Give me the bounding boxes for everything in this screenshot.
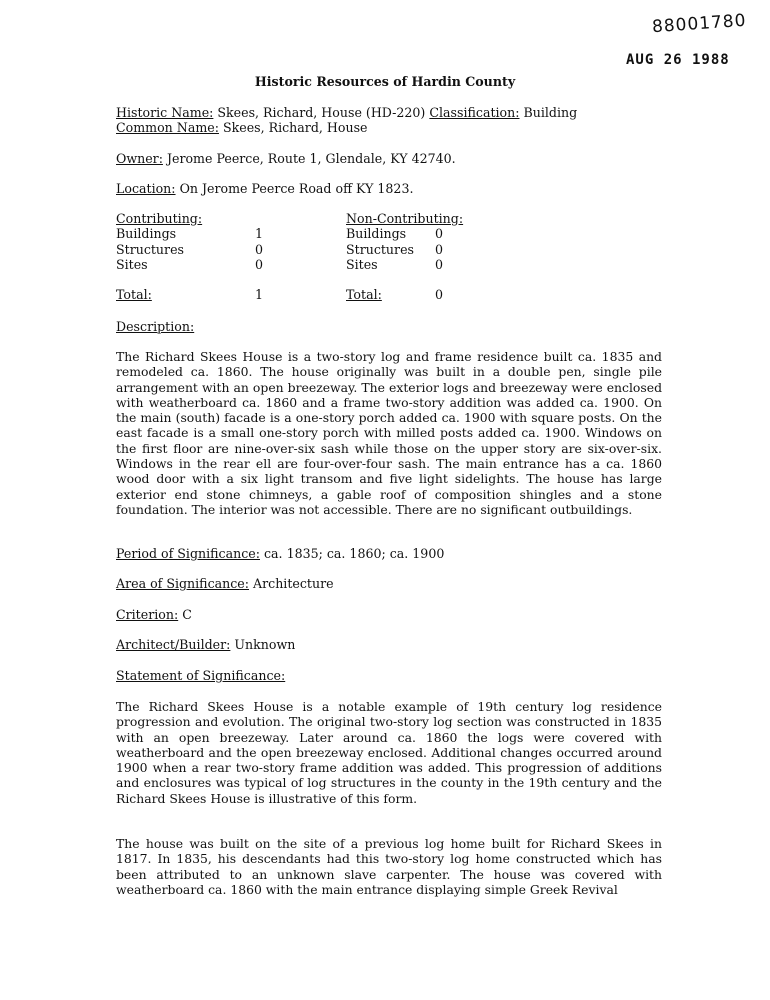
document-title: Historic Resources of Hardin County bbox=[254, 74, 516, 89]
contributing-table bbox=[116, 211, 202, 302]
area-value: Architecture bbox=[253, 576, 334, 591]
non-contributing-table bbox=[346, 211, 463, 302]
historic-name-label: Historic Name: bbox=[116, 105, 214, 120]
location-value: On Jerome Peerce Road off KY 1823. bbox=[179, 181, 414, 196]
location-label: Location: bbox=[116, 181, 176, 196]
statement-paragraph: The house was built on the site of a previous log home built for Richard Skees in 1817. In 1835, his descendants had this two-story log home constructed which has been attributed to an unknown slave carpenter. The house was covered with weatherboard ca. 1860 with the main entrance displaying simple Greek Revival bbox=[116, 836, 662, 897]
contributing-count: 1 bbox=[255, 226, 264, 242]
non-contributing-header: Non-Contributing: bbox=[346, 211, 464, 226]
common-name-value: Skees, Richard, House bbox=[222, 120, 368, 135]
statement-paragraph: The Richard Skees House is a notable example of 19th century log residence progression and evolution. The original two-story log section was constructed in 1835 with an open breezeway. Later around ca. 1860 the logs were covered with weatherboard and the open breezeway enclosed. Additional changes occurred around 1900 when a rear two-story frame addition was added. This progression of additions and enclosures was typical of log structures in the county in the 19th century and the Richard Skees House is illustrative of this form. bbox=[116, 699, 662, 806]
period-line bbox=[116, 546, 444, 561]
contributing-counts bbox=[255, 211, 263, 302]
classification-label: Classification: bbox=[429, 105, 520, 120]
area-label: Area of Significance: bbox=[116, 576, 250, 591]
contributing-total: 1 bbox=[255, 287, 264, 303]
contributing-label: Buildings bbox=[116, 226, 177, 242]
architect-label: Architect/Builder: bbox=[116, 637, 231, 652]
non-contributing-count: 0 bbox=[435, 256, 444, 272]
non-contributing-total: 0 bbox=[435, 287, 444, 303]
owner-label: Owner: bbox=[116, 151, 163, 166]
location-line bbox=[116, 181, 413, 196]
architect-value: Unknown bbox=[234, 637, 296, 652]
contributing-total-label: Total: bbox=[116, 287, 152, 303]
description-text: The Richard Skees House is a two-story log and frame residence built ca. 1835 and remodeled ca. 1860. The house originally was built in a double pen, single pile arrangement with an open breezeway. The exterior logs and breezeway were enclosed with weatherboard ca. 1860 and a frame two-story addition was added ca. 1900. On the main (south) facade is a one-story porch added ca. 1900 with square posts. On the east facade is a small one-story porch with milled posts added ca. 1900. Windows on the first floor are nine-over-six sash while those on the upper story are six-over-six. Windows in the rear ell are four-over-four sash. The main entrance has a ca. 1860 wood door with a six light transom and five light sidelights. The house has large exterior end stone chimneys, a gable roof of composition shingles and a stone foundation. The interior was not accessible. There are no significant outbuildings. bbox=[116, 349, 662, 517]
area-line bbox=[116, 576, 334, 591]
common-name-label: Common Name: bbox=[116, 120, 219, 135]
statement-label: Statement of Significance: bbox=[116, 668, 286, 683]
non-contributing-count: 0 bbox=[435, 241, 444, 257]
non-contributing-label: Buildings bbox=[346, 226, 407, 242]
period-label: Period of Significance: bbox=[116, 546, 260, 561]
historic-name-line bbox=[116, 105, 577, 120]
non-contributing-label: Structures bbox=[346, 241, 414, 257]
contributing-label: Sites bbox=[116, 256, 148, 272]
contributing-count: 0 bbox=[255, 256, 264, 272]
non-contributing-count: 0 bbox=[435, 226, 444, 242]
historic-name-value: Skees, Richard, House (HD-220) bbox=[217, 105, 426, 120]
owner-value: Jerome Peerce, Route 1, Glendale, KY 42740. bbox=[166, 151, 456, 166]
non-contributing-total-label: Total: bbox=[346, 287, 382, 303]
non-contributing-counts bbox=[435, 211, 443, 302]
criterion-value: C bbox=[182, 607, 192, 622]
architect-line bbox=[116, 637, 295, 652]
criterion-line bbox=[116, 607, 192, 622]
date-stamp: AUG 26 1988 bbox=[626, 52, 730, 68]
handwritten-reference-number: 88001780 bbox=[651, 10, 748, 38]
description-label: Description: bbox=[116, 319, 195, 334]
owner-line bbox=[116, 151, 456, 166]
contributing-label: Structures bbox=[116, 241, 184, 257]
criterion-label: Criterion: bbox=[116, 607, 179, 622]
classification-value: Building bbox=[523, 105, 578, 120]
period-value: ca. 1835; ca. 1860; ca. 1900 bbox=[264, 546, 445, 561]
common-name-line bbox=[116, 120, 367, 135]
non-contributing-label: Sites bbox=[346, 256, 378, 272]
contributing-count: 0 bbox=[255, 241, 264, 257]
contributing-header: Contributing: bbox=[116, 211, 203, 226]
